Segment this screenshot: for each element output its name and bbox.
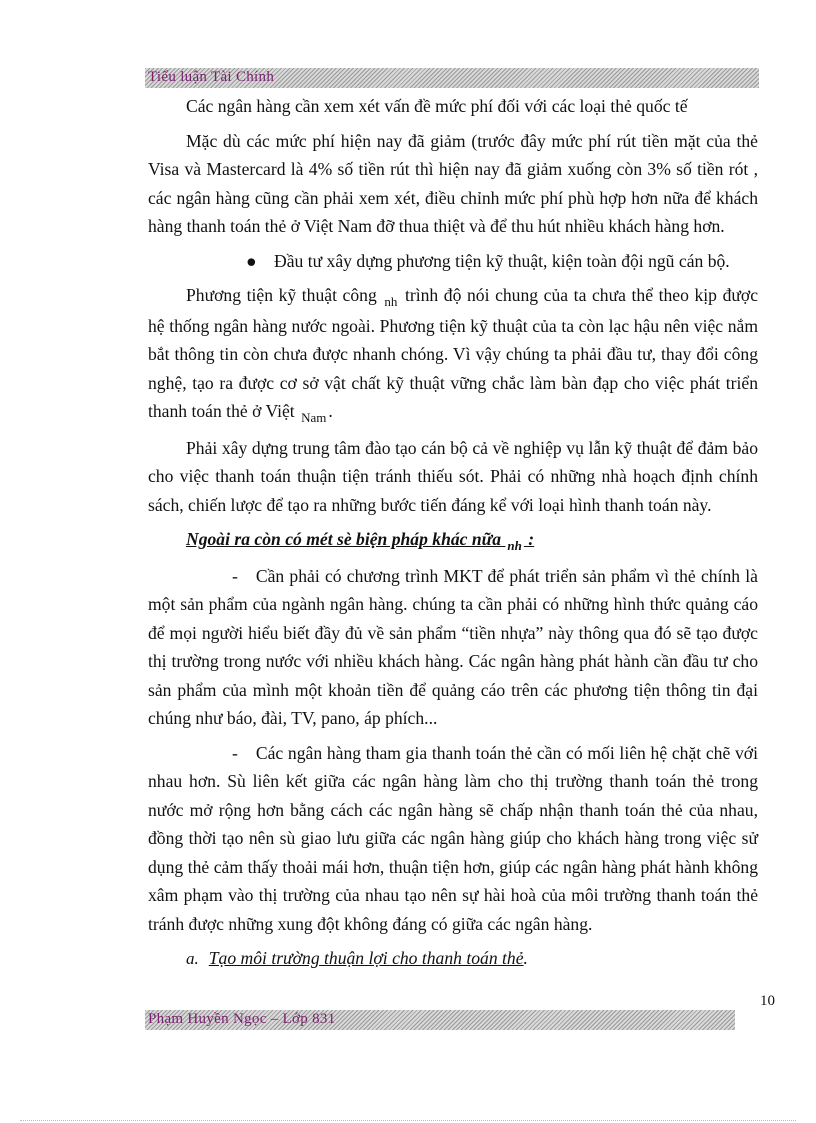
dash-icon: - <box>232 742 238 763</box>
subsection-letter: a. <box>186 949 199 968</box>
bullet-text: Đầu tư xây dựng phương tiện kỹ thuật, kiện toàn đội ngũ cán bộ. <box>274 250 730 271</box>
dash-item-cooperation <box>148 739 758 939</box>
paragraph-fees: Mặc dù các mức phí hiện nay đã giảm (trước đây mức phí rút tiền mặt của thẻ Visa và Mastercard là 4% số tiền rút thì hiện nay đã giảm xuống còn 3% số tiền rót , các ngân hàng cũng cần phải xem xét, điều chỉnh mức phí phù hợp hơn nữa để khách hàng thanh toán thẻ ở Việt Nam đỡ thua thiệt và để thu hút nhiều khách hàng hơn. <box>148 130 758 236</box>
page-body <box>148 92 758 980</box>
bullet-item <box>148 247 758 276</box>
section-heading-sub: nh <box>507 538 522 553</box>
paragraph-technology-part1: Phương tiện kỹ thuật công <box>186 285 377 305</box>
paragraph-technology-sub2: Nam <box>301 410 327 425</box>
paragraph-technology-part2: trình độ nói chung của ta chưa thể theo kịp được hệ thống ngân hàng nước ngoài. Phương tiện kỹ thuật của ta còn lạc hậu nên việc nắm bắt thông tin còn chưa được nhanh chóng. Vì vậy chúng ta phải đầu tư, thay đổi công nghệ, tạo ra được cơ sở vật chất kỹ thuật vững chắc làm bàn đạp cho việc phát triển thanh toán thẻ ở Việt <box>148 285 759 421</box>
footer-author: Phạm Huyền Ngọc – Lớp 831 <box>148 1011 336 1027</box>
section-heading <box>148 525 758 556</box>
dash-item-cooperation-text: Các ngân hàng tham gia thanh toán thẻ cần có mối liên hệ chặt chẽ với nhau hơn. Sù liên kết giữa các ngân hàng làm cho thị trường thanh toán thẻ trong nước mở rộng hơn bằng cách các ngân hàng sẽ chấp nhận thanh toán thẻ của nhau, đồng thời tạo nên sù giao lưu giữa các ngân hàng giúp cho khách hàng trong việc sử dụng thẻ cảm thấy thoải mái hơn, thuận tiện hơn, giúp các ngân hàng phát hành không xâm phạm vào thị trường của nhau tạo nên sự hài hoà của môi trường thanh toán thẻ tránh được những xung đột không đáng có giữa các ngân hàng. <box>148 742 758 934</box>
subsection-heading <box>148 944 758 974</box>
dash-item-marketing-text: Cần phải có chương trình MKT để phát triển sản phẩm vì thẻ chính là một sản phẩm của ngành ngân hàng. chúng ta cần phải có những hình thức quảng cáo để mọi người hiểu biết đầy đủ về sản phẩm “tiền nhựa” này thông qua đó sẽ tạo được thị trường trong nước với nhiều khách hàng. Các ngân hàng phát hành cần đầu tư cho sản phẩm của mình một khoản tiền để quảng cáo trên các phương tiện thông tin đại chúng như báo, đài, TV, pano, áp phích... <box>148 565 758 728</box>
page-bottom-divider <box>20 1120 796 1121</box>
footer-band <box>145 1010 735 1030</box>
bullet-icon: ● <box>246 250 257 271</box>
section-heading-end: : <box>523 529 535 549</box>
paragraph-technology-end: . <box>328 401 333 421</box>
subsection-end: . <box>523 948 528 968</box>
paragraph-technology <box>148 281 758 428</box>
dash-icon: - <box>232 565 238 586</box>
paragraph-training: Phải xây dựng trung tâm đào tạo cán bộ cả về nghiệp vụ lẫn kỹ thuật để đảm bảo cho việc thanh toán thuận tiện tránh thiếu sót. Phải có những nhà hoạch định chính sách, chiến lược để tạo ra những bước tiến đáng kể với loại hình thanh toán này. <box>148 437 758 515</box>
header-title: Tiểu luận Tài Chính <box>148 69 275 85</box>
section-heading-text: Ngoài ra còn có mét sè biện pháp khác nữa <box>186 529 502 549</box>
paragraph-technology-sub: nh <box>384 294 398 309</box>
page-number: 10 <box>760 993 775 1009</box>
subsection-title: Tạo môi trường thuận lợi cho thanh toán thẻ <box>208 948 524 968</box>
header-band <box>145 68 759 88</box>
dash-item-marketing <box>148 562 758 733</box>
paragraph-fees-intro: Các ngân hàng cần xem xét vấn đề mức phí đối với các loại thẻ quốc tế <box>186 96 688 116</box>
